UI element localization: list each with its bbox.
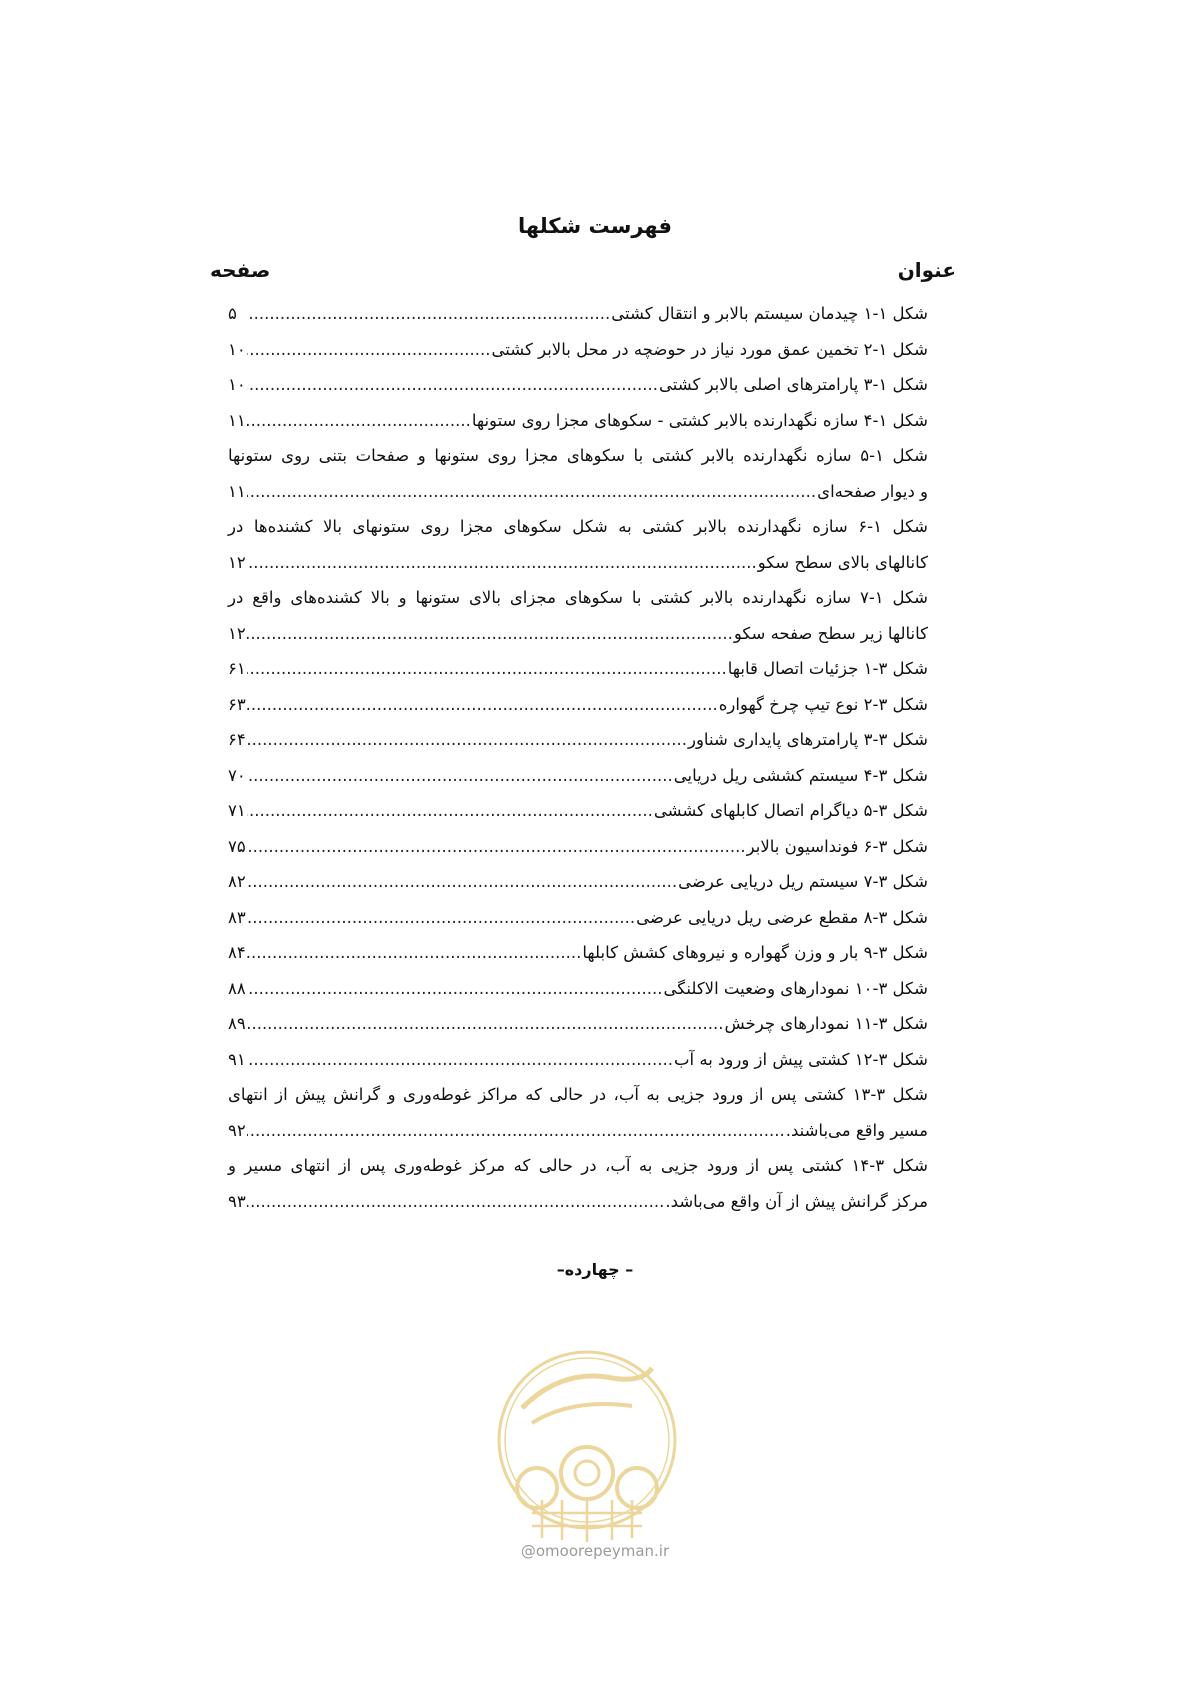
figure-entry-page: ۸۲ xyxy=(228,872,246,891)
dot-leader xyxy=(247,935,581,971)
figure-entry-page: ۹۲ xyxy=(228,1120,246,1140)
figure-entry-line xyxy=(228,1077,928,1113)
figure-entry-line xyxy=(228,1006,928,1042)
figure-entry-title: کانالها زیر سطح صفحه سکو xyxy=(733,623,928,643)
dot-leader xyxy=(247,1184,664,1220)
dot-leader xyxy=(247,1006,724,1042)
dot-leader xyxy=(247,864,677,900)
figure-entry-title: شکل ۳-۵ دیاگرام اتصال کابلهای کششی xyxy=(653,801,928,820)
figure-entry-title: شکل ۱-۴ سازه نگهدارنده بالابر کشتی - سکوهای مجزا روی ستونها xyxy=(471,410,928,430)
figure-entry-line xyxy=(228,438,928,474)
figure-entry-page: ۶۴ xyxy=(228,730,246,749)
dot-leader xyxy=(247,829,746,865)
figure-entry-page: ۵ xyxy=(228,304,237,323)
figure-entry-title: شکل ۳-۶ فونداسیون بالابر xyxy=(746,836,928,856)
figure-entry-title: شکل ۳-۹ بار و وزن گهواره و نیروهای کشش کابلها xyxy=(582,943,928,962)
figure-entry-line xyxy=(228,1113,928,1149)
figure-entry-page: ۱۲ xyxy=(228,623,246,643)
figure-entry-page: ۱۰ xyxy=(228,339,246,359)
figure-entry-line xyxy=(228,296,928,332)
figure-entry-page: ۱۰ xyxy=(228,375,246,394)
figure-entry-title: مرکز گرانش پیش از آن واقع می‌باشد. xyxy=(665,1191,928,1211)
figure-entry-line xyxy=(228,758,928,794)
page-column-header: صفحه xyxy=(210,258,271,282)
figure-entry-title: و دیوار صفحه‌ای xyxy=(817,481,928,501)
figure-entry-title: شکل ۳-۱۱ نمودارهای چرخش xyxy=(724,1014,928,1033)
figure-entry-title: شکل ۱-۷ سازه نگهدارنده بالابر کشتی با سکوهای مجزای بالای ستونها و بالا کشنده‌های واقع در xyxy=(228,588,928,607)
figure-entry-page: ۱۱ xyxy=(228,481,246,501)
figure-entry-page: ۸۹ xyxy=(228,1014,246,1033)
dot-leader xyxy=(247,367,658,403)
title-column-header: عنوان xyxy=(897,258,956,282)
figure-entry-page: ۹۱ xyxy=(228,1049,246,1069)
figure-entry-page: ۷۵ xyxy=(228,836,246,856)
figure-entry-line xyxy=(228,793,928,829)
figure-entry-page: ۷۱ xyxy=(228,801,246,820)
figure-entry-title: شکل ۳-۱ جزئیات اتصال قابها xyxy=(727,659,928,678)
dot-leader xyxy=(247,651,727,687)
dot-leader xyxy=(247,616,733,652)
figure-entry-page: ۱۱ xyxy=(228,410,246,430)
figure-entry-line xyxy=(228,616,928,652)
figure-entry-title: شکل ۳-۱۰ نمودارهای وضعیت الاکلنگی xyxy=(663,978,928,998)
omoorepeyman-seal-icon xyxy=(492,1328,682,1564)
figure-entry-title: مسیر واقع می‌باشند. xyxy=(785,1120,928,1140)
figure-entry-line xyxy=(228,900,928,936)
watermark-text: @omoorepeyman.ir xyxy=(520,1542,670,1560)
figure-entry-line xyxy=(228,722,928,758)
figure-entry-title: شکل ۱-۶ سازه نگهدارنده بالابر کشتی به شکل سکوهای مجزا روی ستونهای بالا کشنده‌ها در xyxy=(228,517,928,536)
figure-entry-title: شکل ۳-۱۳ کشتی پس از ورود جزیی به آب، در حالی که مراکز غوطه‌وری و گرانش پیش از انتهای xyxy=(228,1085,928,1104)
figure-entry-line xyxy=(228,864,928,900)
figure-entry-page: ۶۱ xyxy=(228,659,246,678)
figure-entry-title: شکل ۱-۳ پارامترهای اصلی بالابر کشتی xyxy=(659,375,928,394)
dot-leader xyxy=(247,1042,673,1078)
figure-entry-page: ۹۳ xyxy=(228,1191,246,1211)
figure-entry-line xyxy=(228,935,928,971)
figure-entry-line xyxy=(228,687,928,723)
figure-entry-title: کانالهای بالای سطح سکو xyxy=(757,552,928,572)
figure-entry-title: شکل ۳-۴ سیستم کششی ریل دریایی xyxy=(673,765,928,785)
figure-entry-line xyxy=(228,1148,928,1184)
figure-entry-title: شکل ۳-۷ سیستم ریل دریایی عرضی xyxy=(678,872,928,891)
dot-leader xyxy=(247,1113,785,1149)
figure-entry-line xyxy=(228,971,928,1007)
figure-entry-line xyxy=(228,580,928,616)
dot-leader xyxy=(247,900,635,936)
dot-leader xyxy=(247,758,673,794)
figure-entry-line xyxy=(228,1184,928,1220)
figure-entry-line xyxy=(228,474,928,510)
figure-entry-title: شکل ۱-۵ سازه نگهدارنده بالابر کشتی با سکوهای مجزا روی ستونها و صفحات بتنی روی ستونها xyxy=(228,446,928,465)
figure-entry-title: شکل ۳-۱۲ کشتی پیش از ورود به آب xyxy=(673,1049,928,1069)
dot-leader xyxy=(247,403,471,439)
dot-leader xyxy=(247,687,718,723)
figure-entry-title: شکل ۱-۲ تخمین عمق مورد نیاز در حوضچه در محل بالابر کشتی xyxy=(491,339,928,359)
figure-entry-line xyxy=(228,403,928,439)
figure-entry-page: ۱۲ xyxy=(228,552,246,572)
dot-leader xyxy=(247,545,757,581)
dot-leader xyxy=(247,722,687,758)
figure-entry-title: شکل ۳-۸ مقطع عرضی ریل دریایی عرضی xyxy=(636,907,928,927)
figure-entry-title: شکل ۳-۳ پارامترهای پایداری شناور xyxy=(688,730,928,749)
figure-entry-title: شکل ۳-۲ نوع تیپ چرخ گهواره xyxy=(718,694,928,714)
figure-entry-line xyxy=(228,509,928,545)
figure-entry-page: ۶۳ xyxy=(228,694,246,714)
dot-leader xyxy=(247,971,663,1007)
figure-entry-title: شکل ۳-۱۴ کشتی پس از ورود جزیی به آب، در حالی که مرکز غوطه‌وری پس از انتهای مسیر و xyxy=(228,1156,928,1175)
figure-entry-page: ۸۸ xyxy=(228,978,246,998)
figure-entry-line xyxy=(228,651,928,687)
figure-entry-line xyxy=(228,545,928,581)
figure-entry-line xyxy=(228,1042,928,1078)
page-title: فهرست شکلها xyxy=(517,214,673,238)
figure-entry-page: ۸۳ xyxy=(228,907,246,927)
figure-entry-title: شکل ۱-۱ چیدمان سیستم بالابر و انتقال کشتی xyxy=(611,304,928,323)
figure-entry-line xyxy=(228,367,928,403)
column-headers xyxy=(210,258,956,288)
figure-entry-line xyxy=(228,829,928,865)
dot-leader xyxy=(247,332,491,368)
figure-list xyxy=(228,296,928,1219)
dot-leader xyxy=(247,474,816,510)
figure-entry-page: ۷۰ xyxy=(228,765,246,785)
figure-entry-page: ۸۴ xyxy=(228,943,246,962)
figure-entry-line xyxy=(228,332,928,368)
dot-leader xyxy=(247,296,610,332)
dot-leader xyxy=(247,793,653,829)
page-number-footer: – چهارده– xyxy=(556,1260,634,1279)
